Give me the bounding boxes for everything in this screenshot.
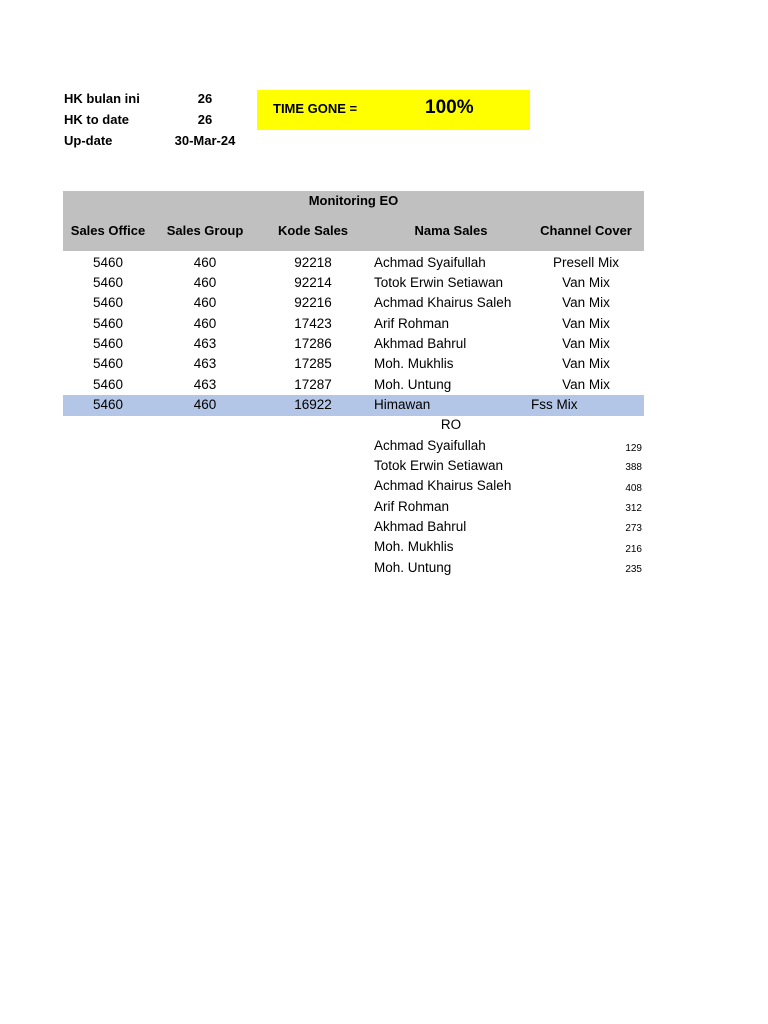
kode-sales-cell: 92216 [294,295,332,310]
channel-cover-cell: Van Mix [562,316,610,331]
table-title: Monitoring EO [308,193,399,208]
kode-sales-cell: 92214 [294,275,332,290]
hk-bulan-ini-value: 26 [197,91,213,106]
hk-bulan-ini-label: HK bulan ini [64,91,140,106]
sales-group-cell: 460 [193,397,217,412]
nama-sales-cell: Akhmad Bahrul [374,336,467,351]
column-header-kode-sales: Kode Sales [277,223,349,238]
hk-to-date-value: 26 [197,112,213,127]
kode-sales-cell: 92218 [294,255,332,270]
sales-group-cell: 463 [193,377,217,392]
sales-office-cell: 5460 [92,397,124,412]
channel-cover-cell: Van Mix [562,275,610,290]
channel-cover-cell: Van Mix [562,356,610,371]
channel-cover-cell: Van Mix [562,336,610,351]
ro-name: Moh. Mukhlis [374,539,454,554]
nama-sales-cell: Arif Rohman [374,316,450,331]
nama-sales-cell: Moh. Mukhlis [374,356,454,371]
ro-name: Achmad Syaifullah [374,438,486,453]
sales-group-cell: 460 [193,255,217,270]
ro-value: 273 [625,523,642,534]
ro-value: 312 [625,503,642,514]
channel-cover-cell: Van Mix [562,377,610,392]
sales-group-cell: 460 [193,275,217,290]
ro-title: RO [440,417,462,432]
time-gone-label: TIME GONE = [273,101,358,116]
kode-sales-cell: 17285 [294,356,332,371]
nama-sales-cell: Moh. Untung [374,377,452,392]
ro-value: 216 [625,544,642,555]
nama-sales-cell: Achmad Khairus Saleh [374,295,512,310]
hk-to-date-label: HK to date [64,112,129,127]
sales-group-cell: 460 [193,295,217,310]
nama-sales-cell: Totok Erwin Setiawan [374,275,504,290]
ro-value: 235 [625,564,642,575]
sales-office-cell: 5460 [92,336,124,351]
nama-sales-cell: Himawan [374,397,431,412]
update-label: Up-date [64,133,113,148]
ro-name: Arif Rohman [374,499,450,514]
ro-name: Moh. Untung [374,560,452,575]
sales-group-cell: 463 [193,356,217,371]
ro-name: Achmad Khairus Saleh [374,478,512,493]
sales-office-cell: 5460 [92,356,124,371]
sales-group-cell: 463 [193,336,217,351]
kode-sales-cell: 16922 [294,397,332,412]
nama-sales-cell: Achmad Syaifullah [374,255,486,270]
sales-office-cell: 5460 [92,295,124,310]
sales-office-cell: 5460 [92,275,124,290]
kode-sales-cell: 17286 [294,336,332,351]
column-header-nama-sales: Nama Sales [414,223,488,238]
sales-group-cell: 460 [193,316,217,331]
ro-name: Totok Erwin Setiawan [374,458,504,473]
column-header-channel-cover: Channel Cover [540,223,632,238]
ro-value: 408 [625,483,642,494]
time-gone-value: 100% [425,97,474,118]
update-value: 30-Mar-24 [174,133,236,148]
sales-office-cell: 5460 [92,255,124,270]
ro-name: Akhmad Bahrul [374,519,467,534]
ro-value: 129 [625,443,642,454]
channel-cover-cell: Van Mix [562,295,610,310]
sales-office-cell: 5460 [92,316,124,331]
channel-cover-cell: Presell Mix [552,255,619,270]
channel-cover-cell: Fss Mix [531,397,578,412]
column-header-sales-office: Sales Office [70,223,146,238]
ro-value: 388 [625,462,642,473]
sales-office-cell: 5460 [92,377,124,392]
time-gone-box [257,90,530,130]
kode-sales-cell: 17287 [294,377,332,392]
kode-sales-cell: 17423 [294,316,332,331]
column-header-sales-group: Sales Group [166,223,244,238]
